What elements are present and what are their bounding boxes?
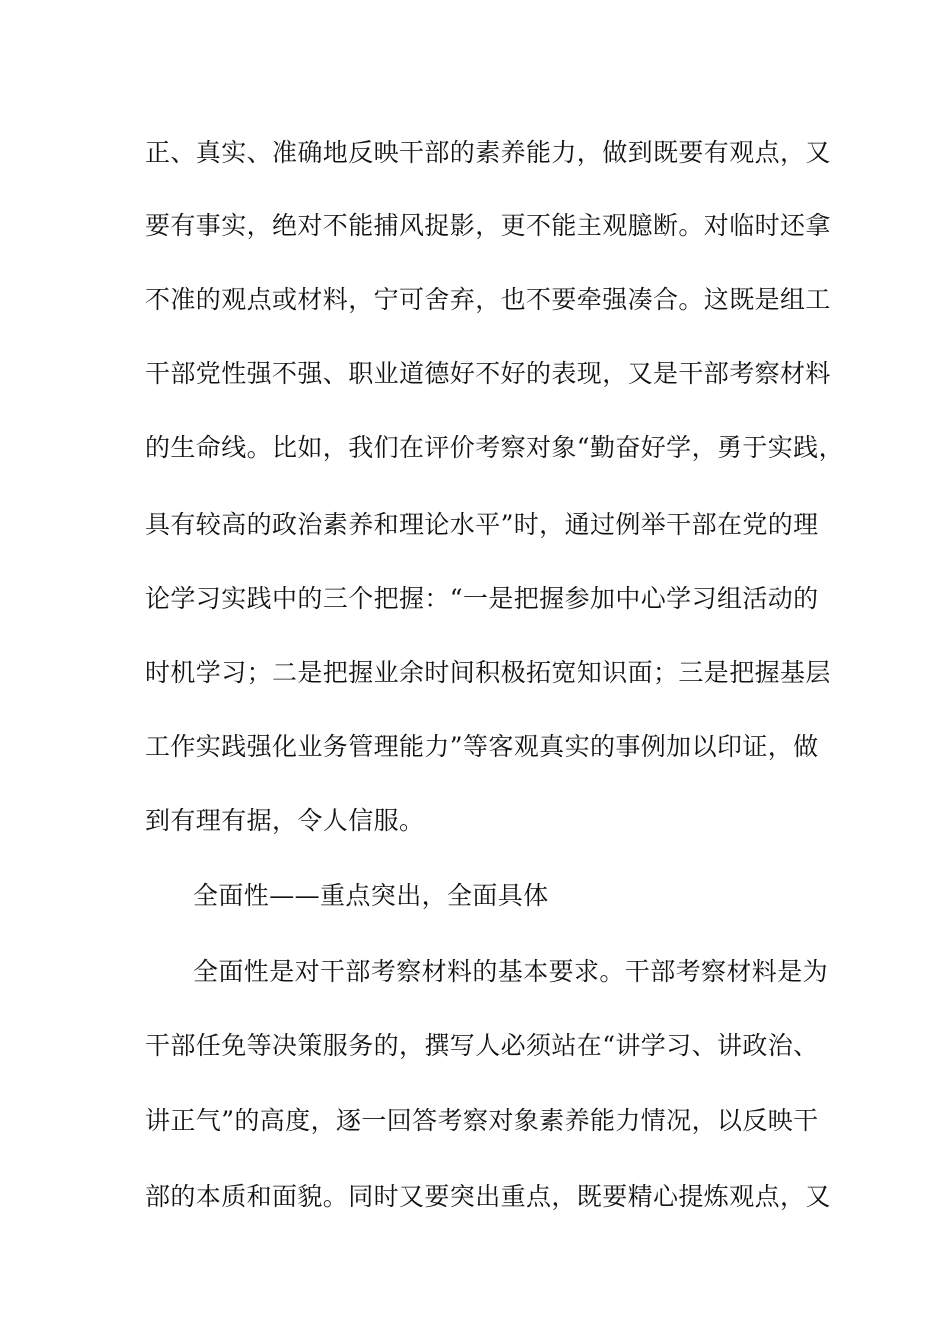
paragraph-line: 干部党性强不强、职业道德好不好的表现，又是干部考察材料 (145, 359, 831, 388)
paragraph-line: 论学习实践中的三个把握：“一是把握参加中心学习组活动的 (145, 584, 819, 613)
paragraph-line: 的生命线。比如，我们在评价考察对象“勤奋好学，勇于实践， (145, 433, 844, 462)
paragraph-line: 具有较高的政治素养和理论水平”时，通过例举干部在党的理 (145, 510, 819, 539)
paragraph-line: 部的本质和面貌。同时又要突出重点，既要精心提炼观点，又 (145, 1182, 831, 1211)
paragraph-line: 讲正气”的高度，逐一回答考察对象素养能力情况，以反映干 (145, 1106, 819, 1135)
paragraph-line: 到有理有据，令人信服。 (145, 806, 425, 835)
paragraph-line: 不准的观点或材料，宁可舍弃，也不要牵强凑合。这既是组工 (145, 285, 831, 314)
paragraph-line: 时机学习；二是把握业余时间积极拓宽知识面；三是把握基层 (145, 658, 831, 687)
paragraph-line: 正、真实、准确地反映干部的素养能力，做到既要有观点，又 (145, 138, 831, 167)
paragraph-line: 要有事实，绝对不能捕风捉影，更不能主观臆断。对临时还拿 (145, 211, 831, 240)
paragraph-line: 干部任免等决策服务的，撰写人必须站在“讲学习、讲政治、 (145, 1031, 819, 1060)
paragraph-line: 全面性是对干部考察材料的基本要求。干部考察材料是为 (193, 957, 829, 986)
section-heading: 全面性——重点突出，全面具体 (193, 881, 549, 910)
paragraph-line: 工作实践强化业务管理能力”等客观真实的事例加以印证，做 (145, 732, 819, 761)
